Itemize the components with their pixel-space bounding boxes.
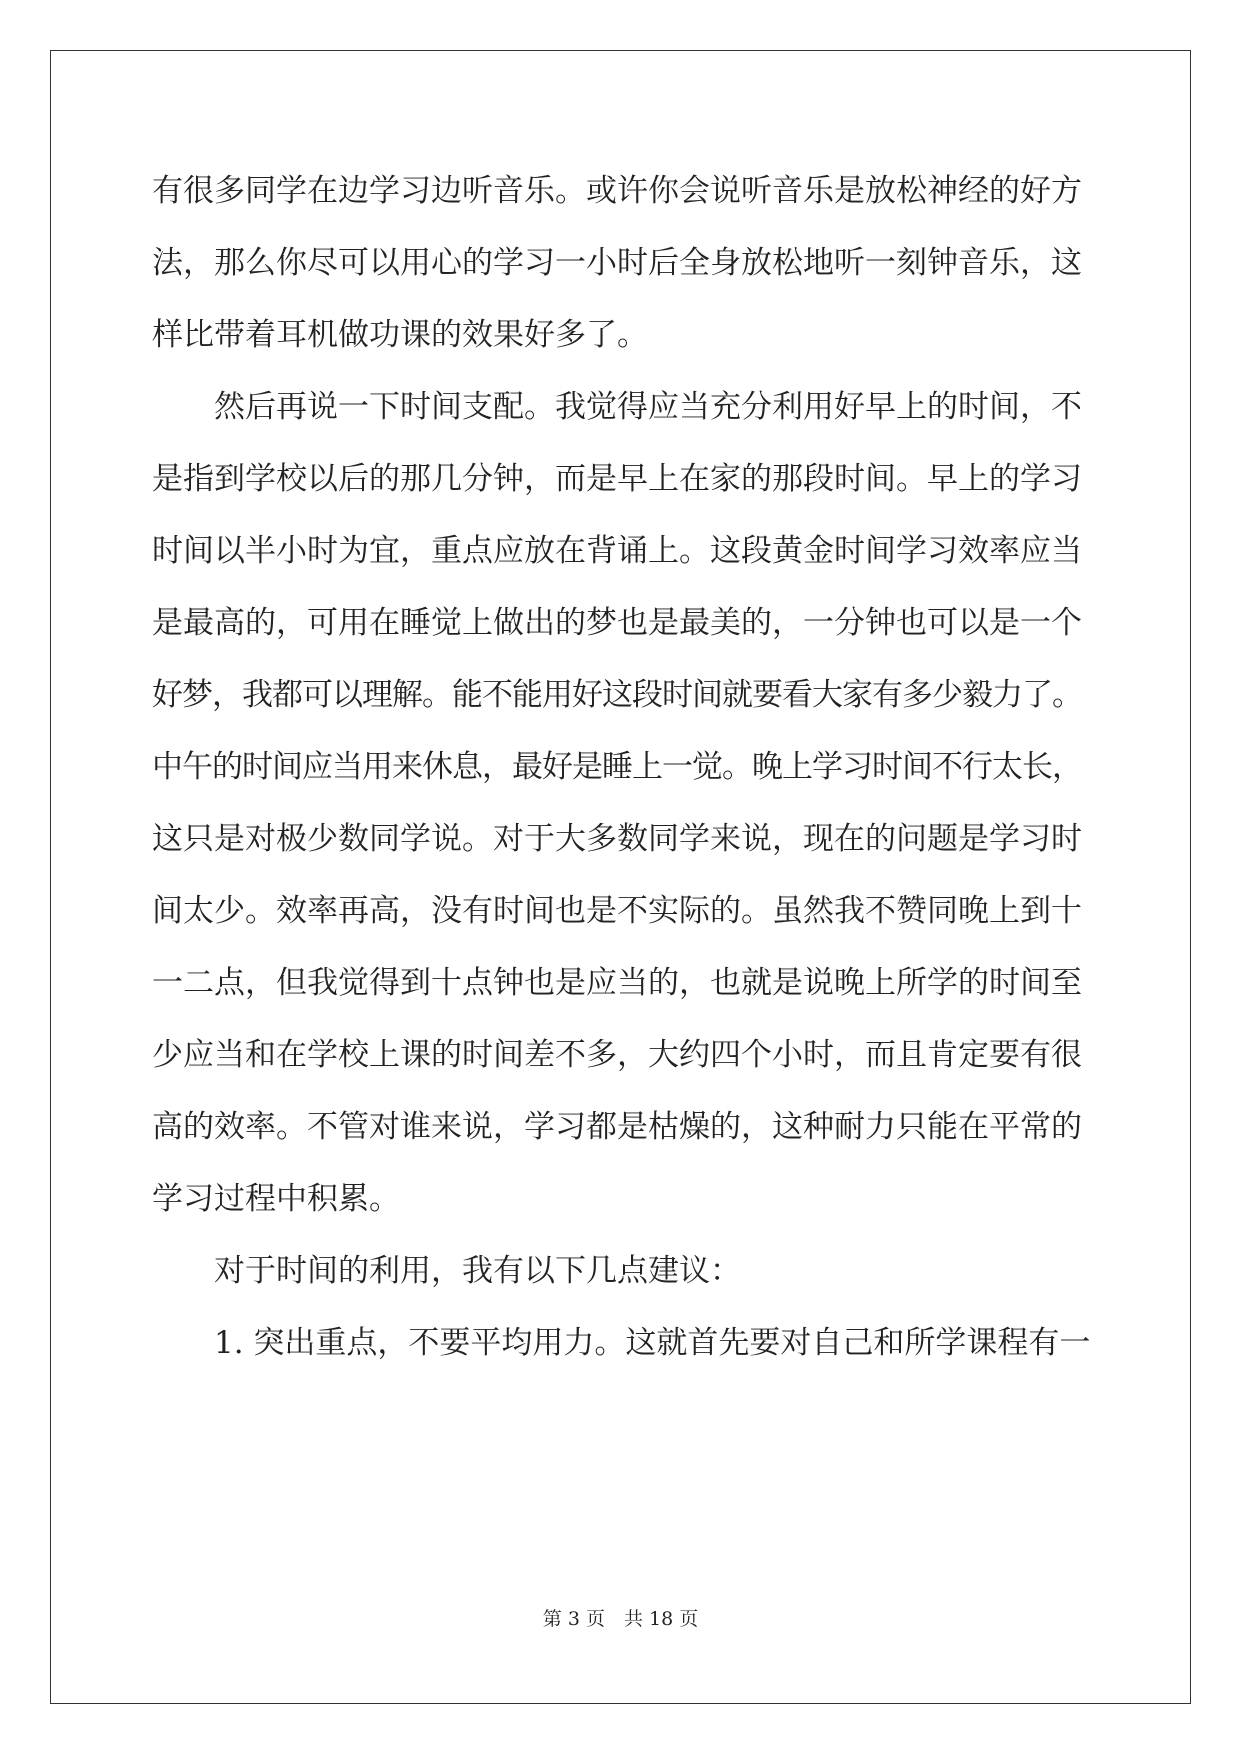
text-line: 少应当和在学校上课的时间差不多，大约四个小时，而且肯定要有很 — [152, 1037, 1082, 1073]
list-item-first-line: 1. 突出重点，不要平均用力。这就首先要对自己和所学课程有一 — [214, 1325, 1091, 1361]
text-line: 学习过程中积累。 — [152, 1181, 400, 1217]
text-line: 时间以半小时为宜，重点应放在背诵上。这段黄金时间学习效率应当 — [152, 533, 1082, 569]
text-line: 样比带着耳机做功课的效果好多了。 — [152, 317, 648, 353]
text-line: 中午的时间应当用来休息，最好是睡上一觉。晚上学习时间不行太长， — [152, 749, 1082, 785]
text-line: 好梦，我都可以理解。能不能用好这段时间就要看大家有多少毅力了。 — [152, 677, 1082, 713]
text-line: 有很多同学在边学习边听音乐。或许你会说听音乐是放松神经的好方 — [152, 173, 1082, 209]
paragraph-first-line: 然后再说一下时间支配。我觉得应当充分利用好早上的时间，不 — [214, 389, 1082, 425]
body-text — [152, 155, 1090, 1379]
page-number-footer: 第 3 页 共 18 页 — [542, 1608, 699, 1630]
text-line: 间太少。效率再高，没有时间也是不实际的。虽然我不赞同晚上到十 — [152, 893, 1082, 929]
text-line: 是指到学校以后的那几分钟，而是早上在家的那段时间。早上的学习 — [152, 461, 1082, 497]
text-line: 一二点，但我觉得到十点钟也是应当的，也就是说晚上所学的时间至 — [152, 965, 1082, 1001]
text-line: 是最高的，可用在睡觉上做出的梦也是最美的，一分钟也可以是一个 — [152, 605, 1082, 641]
text-line: 这只是对极少数同学说。对于大多数同学来说，现在的问题是学习时 — [152, 821, 1082, 857]
text-line: 法，那么你尽可以用心的学习一小时后全身放松地听一刻钟音乐，这 — [152, 245, 1082, 281]
paragraph-first-line: 对于时间的利用，我有以下几点建议： — [214, 1253, 741, 1289]
text-line: 高的效率。不管对谁来说，学习都是枯燥的，这种耐力只能在平常的 — [152, 1109, 1082, 1145]
